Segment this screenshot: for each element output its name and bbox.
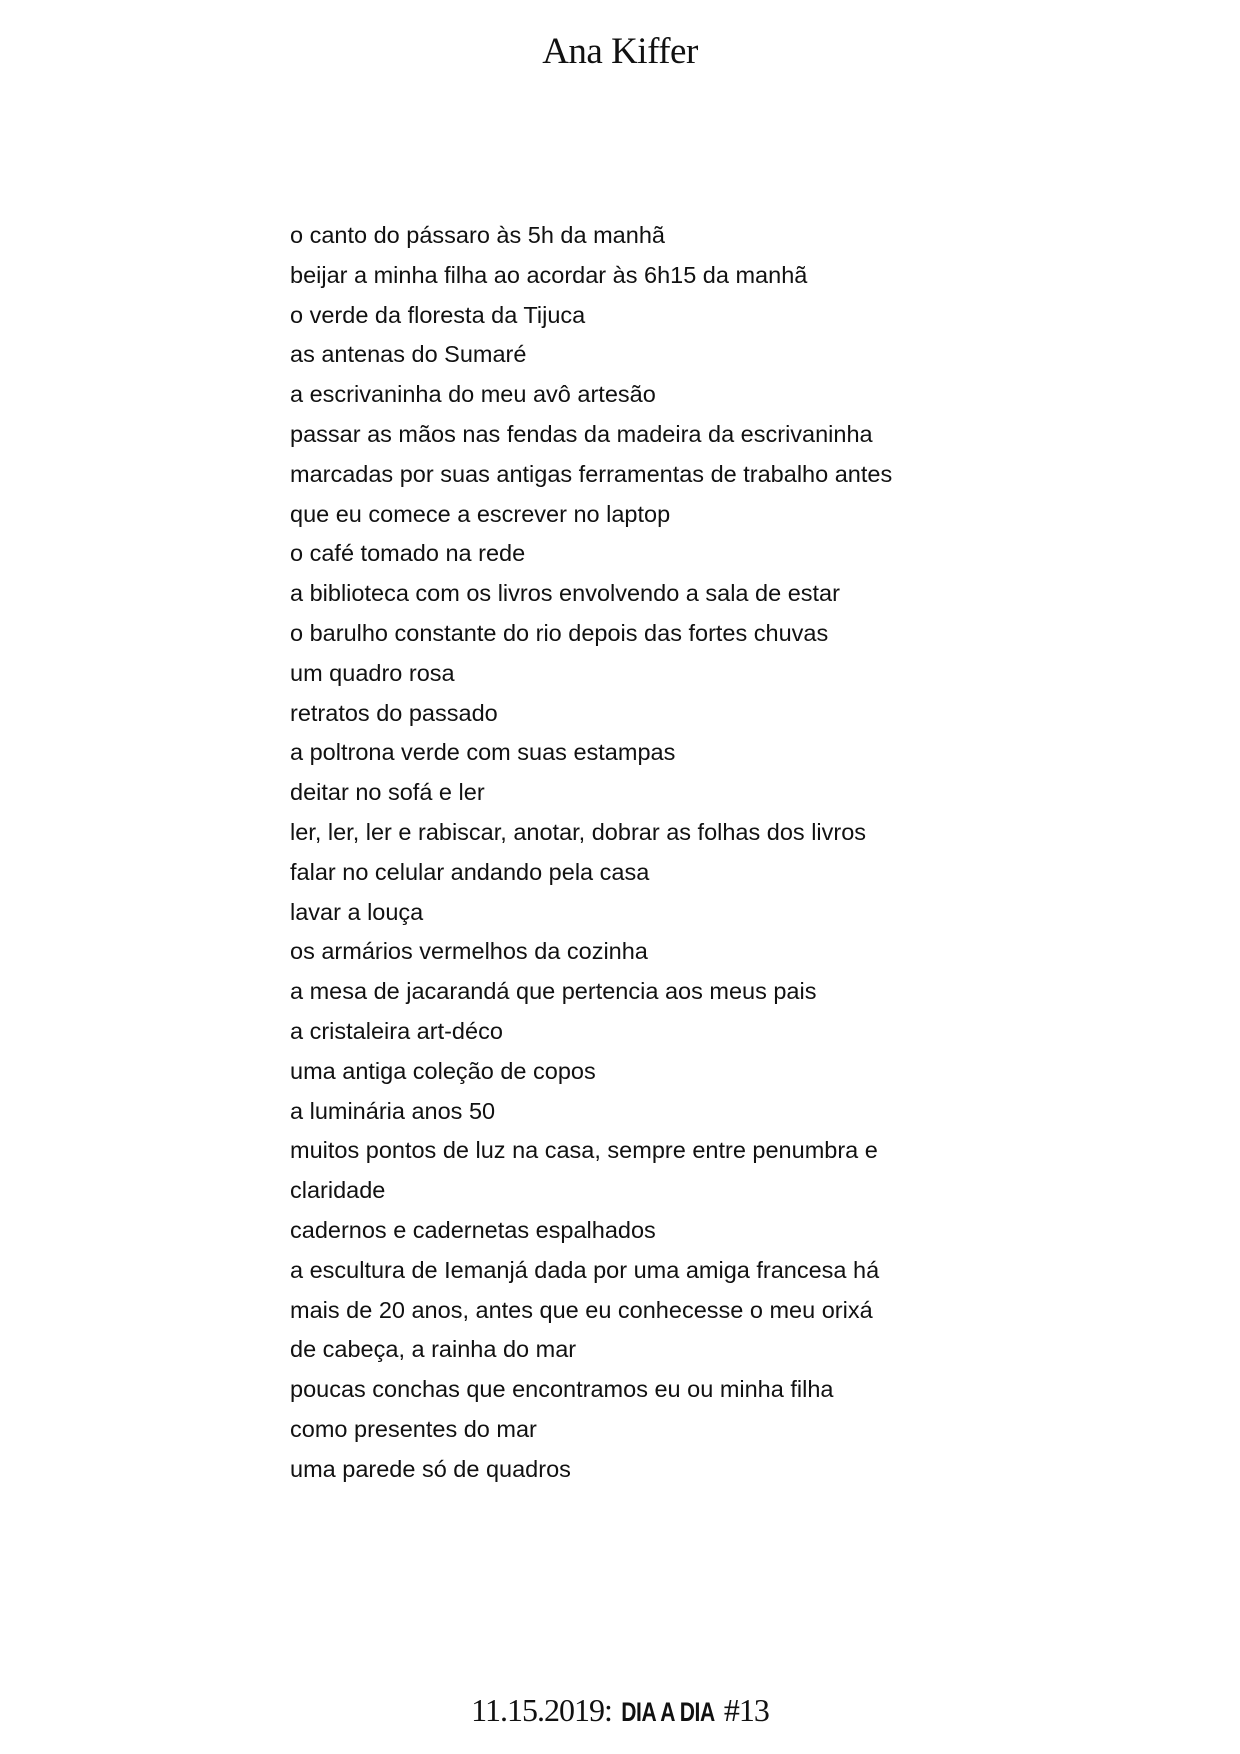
poem-line: o barulho constante do rio depois das fortes chuvas bbox=[290, 619, 829, 646]
poem-line: as antenas do Sumaré bbox=[290, 341, 527, 368]
poem-line: como presentes do mar bbox=[290, 1415, 537, 1442]
poem-line: cadernos e cadernetas espalhados bbox=[290, 1216, 656, 1243]
poem-line: o canto do pássaro às 5h da manhã bbox=[290, 222, 665, 248]
poem-line: o verde da floresta da Tijuca bbox=[290, 301, 586, 328]
poem-line: ler, ler, ler e rabiscar, anotar, dobrar as folhas dos livros bbox=[290, 818, 867, 845]
poem-line: um quadro rosa bbox=[290, 659, 455, 686]
poem-line: marcadas por suas antigas ferramentas de trabalho antes bbox=[290, 460, 893, 487]
poem-line: o café tomado na rede bbox=[290, 540, 526, 567]
poem-line: poucas conchas que encontramos eu ou minha filha bbox=[290, 1376, 834, 1403]
poem-line: de cabeça, a rainha do mar bbox=[290, 1336, 577, 1363]
poem-line: passar as mãos nas fendas da madeira da escrivaninha bbox=[290, 420, 873, 447]
poem-line: a biblioteca com os livros envolvendo a sala de estar bbox=[290, 580, 840, 607]
footer-date: 11.15.2019: bbox=[471, 1692, 612, 1728]
poem-line: falar no celular andando pela casa bbox=[290, 858, 650, 885]
poem-line: lavar a louça bbox=[290, 898, 424, 925]
poem-line: uma parede só de quadros bbox=[290, 1455, 571, 1482]
poem-line: a escultura de Iemanjá dada por uma amiga francesa há bbox=[290, 1256, 880, 1283]
poem-line: deitar no sofá e ler bbox=[290, 779, 485, 806]
poem-line: beijar a minha filha ao acordar às 6h15 da manhã bbox=[290, 261, 808, 288]
poem-line: a poltrona verde com suas estampas bbox=[290, 739, 676, 766]
poem-line: muitos pontos de luz na casa, sempre entre penumbra e bbox=[290, 1137, 878, 1164]
author-name: Ana Kiffer bbox=[542, 31, 698, 72]
poem-line: a mesa de jacarandá que pertencia aos meus pais bbox=[290, 978, 817, 1005]
poem-line: a escrivaninha do meu avô artesão bbox=[290, 381, 656, 408]
poem-line: a cristaleira art-déco bbox=[290, 1017, 503, 1044]
poem-line: uma antiga coleção de copos bbox=[290, 1057, 596, 1084]
footer-issue-number: #13 bbox=[723, 1692, 769, 1728]
poem-line: retratos do passado bbox=[290, 699, 498, 726]
poem-line: claridade bbox=[290, 1177, 386, 1204]
poem-line: a luminária anos 50 bbox=[290, 1097, 496, 1124]
poem-line: mais de 20 anos, antes que eu conhecesse o meu orixá bbox=[290, 1296, 873, 1323]
poem-text bbox=[290, 216, 1010, 1490]
poem-line: que eu comece a escrever no laptop bbox=[290, 500, 671, 527]
footer-series-title: DIA A DIA bbox=[621, 1697, 715, 1727]
footer-caption bbox=[0, 1690, 1240, 1737]
poem-line: os armários vermelhos da cozinha bbox=[290, 938, 648, 965]
